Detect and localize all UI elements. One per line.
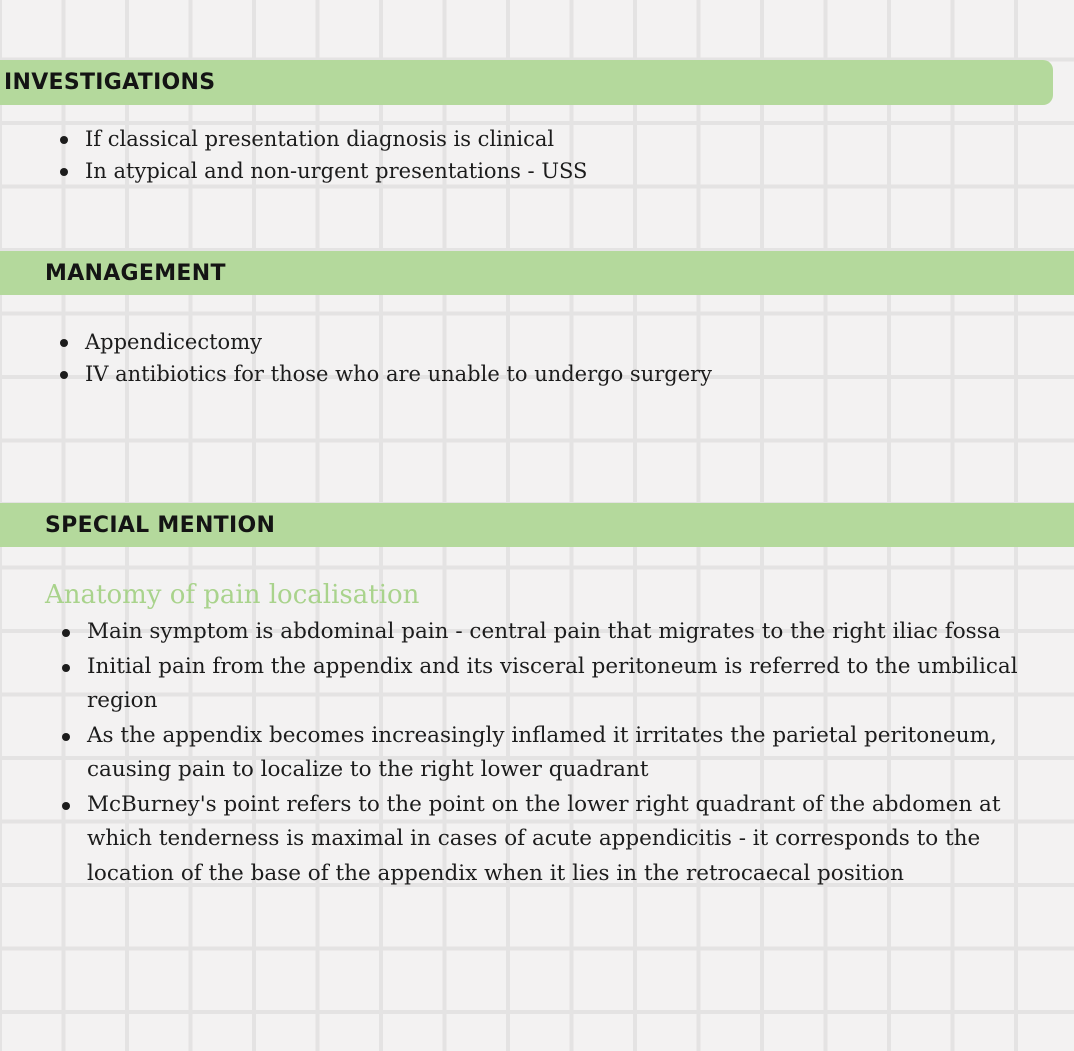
list-item: In atypical and non-urgent presentations - USS bbox=[57, 156, 1037, 188]
investigations-banner bbox=[0, 60, 1053, 105]
investigations-heading: INVESTIGATIONS bbox=[4, 70, 216, 95]
special-mention-banner bbox=[0, 503, 1074, 547]
management-list bbox=[57, 327, 1037, 390]
list-item: As the appendix becomes increasingly inflamed it irritates the parietal peritoneum, causing pain to localize to the right lower quadrant bbox=[59, 719, 1019, 788]
list-item: If classical presentation diagnosis is clinical bbox=[57, 124, 1037, 156]
list-item: McBurney's point refers to the point on the lower right quadrant of the abdomen at which tenderness is maximal in cases of acute appendicitis - it corresponds to the location of the base of the appendix when it lies in the retrocaecal position bbox=[59, 788, 1019, 892]
list-item: IV antibiotics for those who are unable to undergo surgery bbox=[57, 359, 1037, 391]
list-item: Initial pain from the appendix and its visceral peritoneum is referred to the umbilical region bbox=[59, 650, 1019, 719]
investigations-list bbox=[57, 124, 1037, 187]
management-heading: MANAGEMENT bbox=[45, 260, 226, 286]
anatomy-subheading: Anatomy of pain localisation bbox=[45, 580, 420, 610]
management-banner bbox=[0, 251, 1074, 295]
list-item: Main symptom is abdominal pain - central pain that migrates to the right iliac fossa bbox=[59, 615, 1019, 650]
special-mention-heading: SPECIAL MENTION bbox=[45, 512, 276, 538]
list-item: Appendicectomy bbox=[57, 327, 1037, 359]
special-mention-list bbox=[59, 615, 1019, 891]
